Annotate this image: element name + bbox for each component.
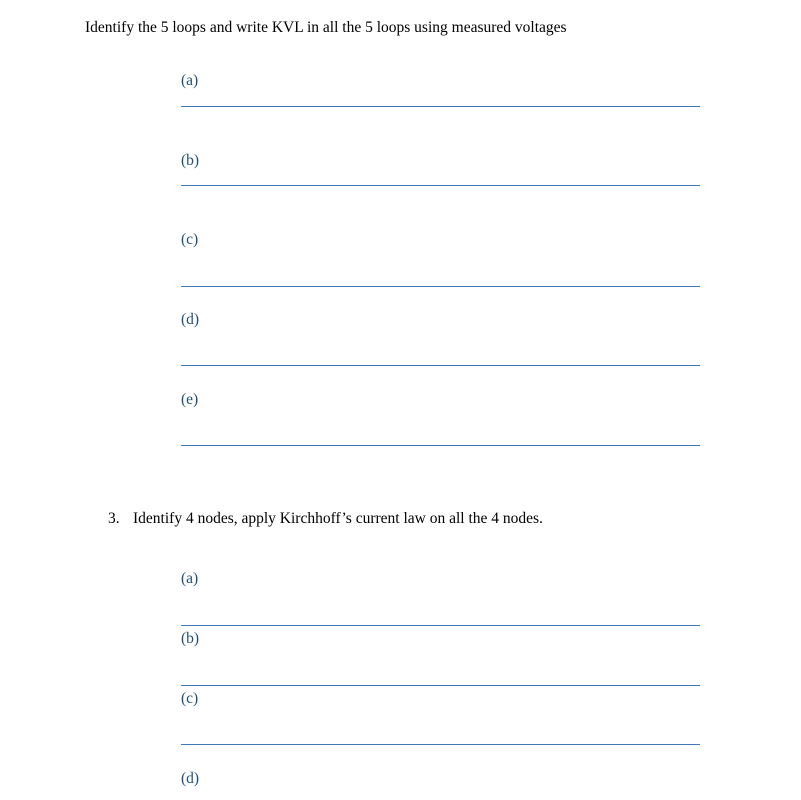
question-3-number: 3.	[108, 510, 120, 527]
kvl-item-d-answer-line[interactable]	[181, 365, 700, 366]
question-3-text: Identify 4 nodes, apply Kirchhoff’s current law on all the 4 nodes.	[133, 510, 543, 527]
kvl-item-c-label: (c)	[181, 231, 199, 248]
kvl-item-a-label: (a)	[181, 72, 199, 89]
kvl-item-c-answer-line[interactable]	[181, 286, 700, 287]
kvl-item-e-label: (e)	[181, 391, 199, 408]
kcl-item-a-answer-line[interactable]	[181, 625, 700, 626]
kvl-item-a-answer-line[interactable]	[181, 106, 700, 107]
kcl-item-c-label: (c)	[181, 690, 199, 707]
kcl-item-c-answer-line[interactable]	[181, 744, 700, 745]
kvl-item-e-answer-line[interactable]	[181, 445, 700, 446]
kvl-instruction: Identify the 5 loops and write KVL in all the 5 loops using measured voltages	[85, 19, 567, 36]
kcl-item-b-label: (b)	[181, 630, 200, 647]
kvl-item-b-label: (b)	[181, 152, 200, 169]
kcl-item-a-label: (a)	[181, 570, 199, 587]
kcl-item-d-label: (d)	[181, 770, 200, 787]
kvl-item-d-label: (d)	[181, 311, 200, 328]
kcl-item-b-answer-line[interactable]	[181, 685, 700, 686]
kvl-item-b-answer-line[interactable]	[181, 185, 700, 186]
